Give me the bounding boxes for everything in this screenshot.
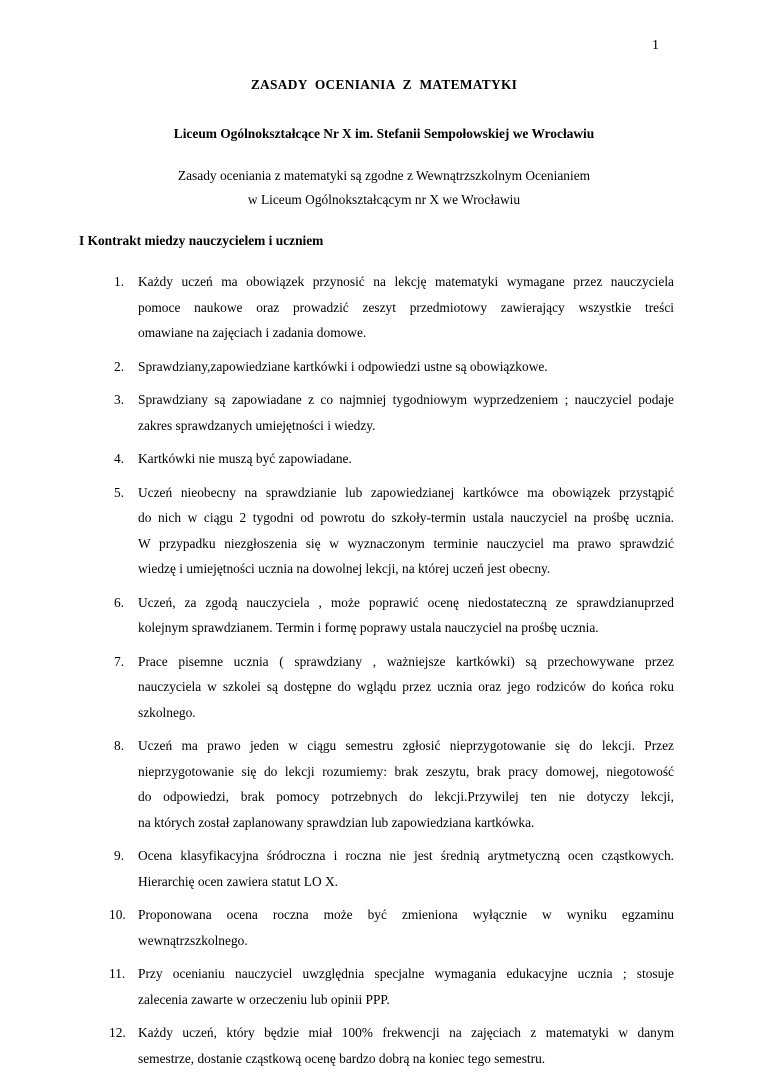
rule-text-line: omawiane na zajęciach i zadania domowe.	[138, 325, 367, 340]
document-title-text: ZASADY OCENIANIA Z MATEMATYKI	[250, 77, 518, 92]
rule-text-line: do odpowiedzi, brak pomocy potrzebnych do lekcji.Przywilej ten nie dotyczy lekcji,	[138, 789, 674, 804]
rule-item	[114, 843, 674, 894]
rule-text-line: pomoce naukowe oraz prowadzić zeszyt przedmiotowy zawierający wszystkie treści	[138, 299, 674, 315]
rule-item	[114, 354, 674, 380]
rule-text-line: W przypadku niezgłoszenia się w wyznaczonym terminie nauczyciel ma prawo sprawdzić	[138, 535, 674, 551]
rule-item	[109, 902, 674, 953]
rule-item	[109, 961, 674, 1012]
rule-text-line: Sprawdziany są zapowiadane z co najmniej tygodniowym wyprzedzeniem ; nauczyciel podaje	[138, 392, 674, 407]
rule-number: 7.	[114, 653, 125, 669]
rule-number: 11.	[109, 966, 126, 981]
rule-text-line: Uczeń ma prawo jeden w ciągu semestru zgłosić nieprzygotowanie się do lekcji. Przez	[138, 738, 674, 753]
rule-item	[109, 1020, 674, 1071]
rule-number: 8.	[114, 738, 125, 753]
rule-text-line: do nich w ciągu 2 tygodni od powrotu do szkoły-termin ustala nauczyciel na prośbę ucznia.	[138, 510, 674, 525]
rule-text-line: kolejnym sprawdzianem. Termin i formę poprawy ustala nauczyciel na prośbę ucznia.	[138, 620, 599, 635]
rule-text-line: wewnątrzszkolnego.	[138, 932, 248, 948]
rule-text-line: Każdy uczeń, który będzie miał 100% frekwencji na zajęciach z matematyki w danym	[138, 1025, 674, 1040]
document-title	[0, 77, 768, 93]
rule-text-line: na których został zaplanowany sprawdzian lub zapowiedziana kartkówka.	[138, 814, 535, 830]
rule-text-line: nauczyciela w szkolei są dostępne do wglądu przez ucznia oraz jego rodziców do końca roku	[138, 679, 674, 694]
rule-number: 5.	[114, 484, 125, 500]
school-name: Liceum Ogólnokształcące Nr X im. Stefanii Sempołowskiej we Wrocławiu	[173, 126, 595, 141]
rule-text-line: Kartkówki nie muszą być zapowiadane.	[138, 451, 352, 466]
rule-text-line: Prace pisemne ucznia ( sprawdziany , ważniejsze kartkówki) są przechowywane przez	[138, 653, 674, 669]
rule-item	[114, 649, 674, 726]
rule-text-line: wiedzę i umiejętności ucznia na dowolnej lekcji, na której uczeń jest obecny.	[138, 561, 551, 576]
rule-text-line: Proponowana ocena roczna może być zmieniona wyłącznie w wyniku egzaminu	[138, 907, 674, 922]
rule-text-line: semestrze, dostanie cząstkową ocenę bardzo dobrą na koniec tego semestru.	[138, 1050, 546, 1066]
rule-text-line: zakres sprawdzanych umiejętności i wiedzy.	[138, 417, 376, 433]
rule-item	[114, 733, 674, 835]
rule-text-line: Ocena klasyfikacyjna śródroczna i roczna nie jest średnią arytmetyczną ocen cząstkowych.	[138, 848, 674, 863]
rule-item	[114, 446, 674, 472]
rule-number: 3.	[114, 392, 125, 407]
rule-text-line: Każdy uczeń ma obowiązek przynosić na lekcję matematyki wymagane przez nauczyciela	[138, 274, 674, 289]
rule-text-line: szkolnego.	[138, 704, 196, 720]
rule-item	[114, 480, 674, 582]
rule-number: 6.	[114, 594, 125, 610]
section-heading: I Kontrakt miedzy nauczycielem i uczniem	[79, 233, 324, 248]
intro-line-1: Zasady oceniania z matematyki są zgodne z Wewnątrzszkolnym Ocenianiem	[177, 168, 591, 183]
rule-text-line: zalecenia zawarte w orzeczeniu lub opinii PPP.	[138, 991, 390, 1007]
rule-number: 9.	[114, 848, 125, 863]
intro-paragraph	[0, 164, 768, 212]
rule-text-line: nieprzygotowanie się do lekcji rozumiemy: brak zeszytu, brak pracy domowej, niegotowość	[138, 763, 674, 779]
rule-number: 2.	[114, 358, 125, 374]
rule-number: 4.	[114, 451, 125, 466]
rule-item	[114, 590, 674, 641]
intro-line-2: w Liceum Ogólnokształcącym nr X we Wrocławiu	[247, 192, 521, 207]
rule-text-line: Uczeń nieobecny na sprawdzianie lub zapowiedzianej kartkówce ma obowiązek przystąpić	[138, 484, 674, 500]
rule-text-line: Sprawdziany,zapowiedziane kartkówki i odpowiedzi ustne są obowiązkowe.	[138, 358, 548, 374]
rule-number: 10.	[109, 907, 126, 922]
rule-item	[114, 269, 674, 346]
rule-number: 12.	[109, 1025, 126, 1040]
page-number: 1	[652, 38, 659, 53]
rule-text-line: Przy ocenianiu nauczyciel uwzględnia specjalne wymagania edukacyjne ucznia ; stosuje	[138, 966, 674, 981]
rules-list	[109, 269, 674, 1079]
rule-item	[114, 387, 674, 438]
rule-text-line: Hierarchię ocen zawiera statut LO X.	[138, 873, 339, 889]
rule-number: 1.	[114, 274, 125, 289]
rule-text-line: Uczeń, za zgodą nauczyciela , może poprawić ocenę niedostateczną ze sprawdzianuprzed	[138, 594, 674, 610]
